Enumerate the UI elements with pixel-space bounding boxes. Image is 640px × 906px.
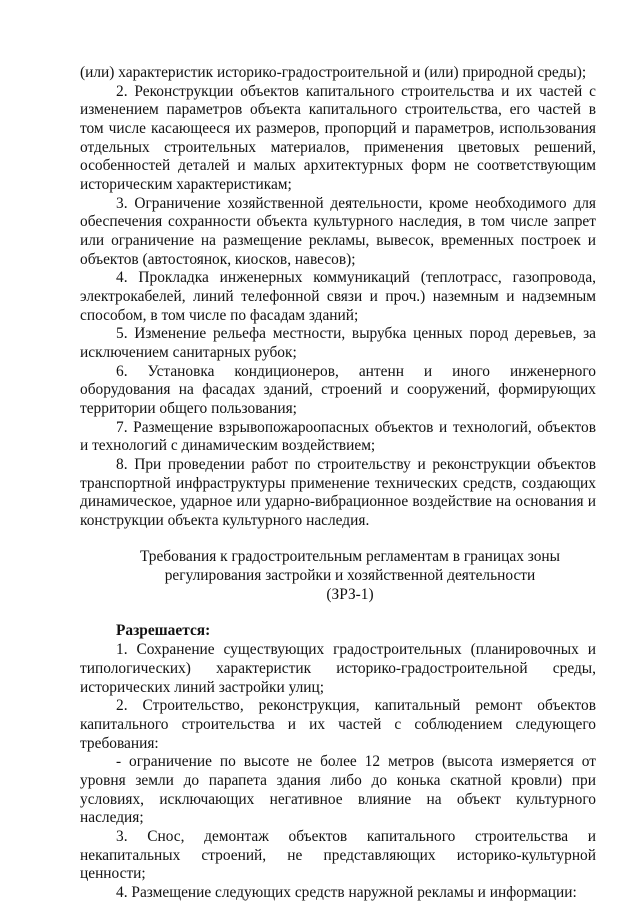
list-item-4-line: 4. Прокладка инженерных коммуникаций (теплотрасс, газопровода, [116, 269, 596, 286]
text-line: изменением параметров объекта капитального строительства, его частей в [80, 101, 596, 118]
text-line: конструкции объекта культурного наследия. [80, 512, 370, 529]
text-line: оборудования на фасадах зданий, строений и сооружений, формирующих [80, 381, 596, 398]
text-line: электрокабелей, линий телефонной связи и проч.) наземным и надземным [80, 288, 596, 305]
text-line: обеспечения сохранности объекта культурного наследия, в том числе запрет [80, 213, 596, 230]
text-line: или ограничение на размещение рекламы, вывесок, временных построек и [80, 232, 596, 249]
list-item-5-line: 5. Изменение рельефа местности, вырубка ценных пород деревьев, за [116, 325, 596, 342]
text-line: том числе касающееся их размеров, пропорций и параметров, использования [80, 120, 596, 137]
section-heading-line: регулирования застройки и хозяйственной деятельности [164, 567, 536, 584]
text-line: капитального строительства и их частей с соблюдением следующего [80, 716, 596, 733]
text-line: исключением санитарных рубок; [80, 344, 297, 361]
allowed-item-1-line: 1. Сохранение существующих градостроительных (планировочных и [116, 641, 596, 658]
text-line: транспортной инфраструктуры применение технических средств, создающих [80, 475, 596, 492]
section-heading-line: Требования к градостроительным регламентам в границах зоны [139, 548, 561, 565]
text-line: способом, в том числе по фасадам зданий; [80, 307, 359, 324]
text-line: требования: [80, 735, 159, 752]
text-line: историческим характеристикам; [80, 176, 292, 193]
text-line: ценности; [80, 865, 146, 882]
text-line: уровня земли до парапета здания либо до конька скатной кровли) при [80, 772, 596, 789]
text-line: особенностей деталей и малых архитектурных форм не соответствующим [80, 157, 596, 174]
text-line: некапитальных строений, не представляющих историко-культурной [80, 847, 596, 864]
text-line: динамическое, ударное или ударно-вибрационное воздействие на основания и [80, 493, 596, 510]
text-line: наследия; [80, 809, 144, 826]
allowed-item-3-line: 3. Снос, демонтаж объектов капитального строительства и [116, 828, 596, 845]
text-line: типологических) характеристик историко-градостроительной среды, [80, 660, 596, 677]
text-line: и технологий с динамическим воздействием; [80, 437, 376, 454]
list-item-2-line: 2. Реконструкции объектов капитального строительства и их частей с [116, 83, 596, 100]
section-heading-code: (ЗРЗ-1) [326, 586, 374, 603]
list-item-3-line: 3. Ограничение хозяйственной деятельности, кроме необходимого для [116, 195, 596, 212]
text-line: отдельных строительных материалов, применения цветовых решений, [80, 139, 596, 156]
allowed-item-4-line: 4. Размещение следующих средств наружной рекламы и информации: [116, 884, 577, 901]
list-item-7-line: 7. Размещение взрывопожароопасных объектов и технологий, объектов [116, 419, 596, 436]
text-line: (или) характеристик историко-градостроительной и (или) природной среды); [80, 64, 587, 81]
text-line: условиях, исключающих негативное влияние на объект культурного [80, 791, 596, 808]
allowed-heading: Разрешается: [116, 622, 211, 639]
text-line: исторических линий застройки улиц; [80, 679, 325, 696]
text-line: территории общего пользования; [80, 400, 297, 417]
list-item-8-line: 8. При проведении работ по строительству и реконструкции объектов [116, 456, 596, 473]
list-item-6-line: 6. Установка кондиционеров, антенн и иного инженерного [116, 363, 596, 380]
text-line: объектов (автостоянок, киосков, навесов); [80, 251, 356, 268]
height-limit-line: - ограничение по высоте не более 12 метров (высота измеряется от [116, 753, 596, 770]
allowed-item-2-line: 2. Строительство, реконструкция, капитальный ремонт объектов [116, 697, 596, 714]
